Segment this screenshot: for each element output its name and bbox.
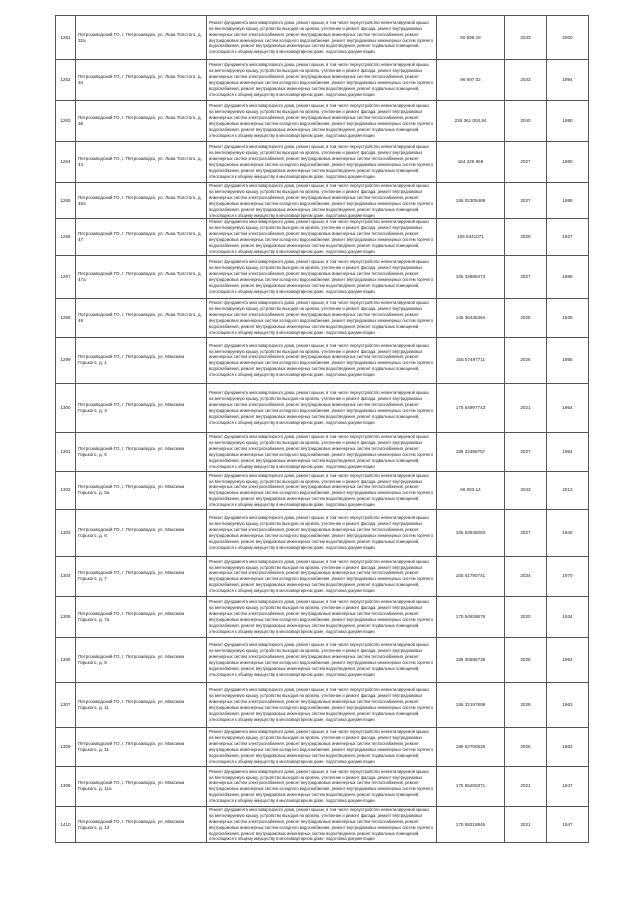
table-row — [56, 183, 589, 219]
address-cell: Петрозаводский ГО, г. Петрозаводск, ул. Максима Горького, д. 1 — [76, 337, 207, 383]
planned-year-cell: 2029 — [505, 682, 547, 727]
table-row — [56, 637, 589, 682]
cost-cell: 155 32197699 — [437, 682, 505, 727]
table-row — [56, 60, 589, 101]
build-year-cell: 1934 — [547, 596, 589, 637]
row-number: 1305 — [56, 596, 76, 637]
address-cell: Петрозаводский ГО, г. Петрозаводск, ул. Льва Толстого, д. 43 — [76, 142, 207, 183]
table-row — [56, 16, 589, 60]
table-row — [56, 471, 589, 509]
address-cell: Петрозаводский ГО, г. Петрозаводск, ул. Максима Горького, д. 11 — [76, 727, 207, 766]
row-number: 1265 — [56, 183, 76, 219]
table-row — [56, 432, 589, 471]
table-row — [56, 682, 589, 727]
works-list-cell: Ремонт фундамента многоквартирного дома, ремонт крыши, в том числе переустройство невентилируемой крыши на вентилируемую крышу, устройство выходов на кровлю, утепление и ремонт фасада, ремонт внутридомовых инженерных систем электроснабжения, ремонт внутридомовых инженерных систем теплоснабжения, ремонт внутридомовых инженерных систем холодного водоснабжения, ремонт внутридомовых инженерных систем горячего водоснабжения, ремонт внутридомовых инженерных систем водоотведения, ремонт подвальных помещений, относящихся к общему имуществу в многоквартирном доме, подготовка документации — [207, 596, 437, 637]
row-number: 1299 — [56, 337, 76, 383]
planned-year-cell: 2021 — [505, 766, 547, 806]
works-list-cell: Ремонт фундамента многоквартирного дома, ремонт крыши, в том числе переустройство невентилируемой крыши на вентилируемую крышу, устройство выходов на кровлю, утепление и ремонт фасада, ремонт внутридомовых инженерных систем электроснабжения, ремонт внутридомовых инженерных систем теплоснабжения, ремонт внутридомовых инженерных систем холодного водоснабжения, ремонт внутридомовых инженерных систем горячего водоснабжения, ремонт внутридомовых инженерных систем водоотведения, ремонт подвальных помещений, относящихся к общему имуществу в многоквартирном доме, подготовка документации — [207, 337, 437, 383]
row-number: 1303 — [56, 509, 76, 556]
table-row — [56, 101, 589, 142]
row-number: 1268 — [56, 298, 76, 337]
works-list-cell: Ремонт фундамента многоквартирного дома, ремонт крыши, в том числе переустройство невентилируемой крыши на вентилируемую крышу, устройство выходов на кровлю, утепление и ремонт фасада, ремонт внутридомовых инженерных систем электроснабжения, ремонт внутридомовых инженерных систем теплоснабжения, ремонт внутридомовых инженерных систем холодного водоснабжения, ремонт внутридомовых инженерных систем горячего водоснабжения, ремонт внутридомовых инженерных систем водоотведения, ремонт подвальных помещений, относящихся к общему имуществу в многоквартирном доме, подготовка документации — [207, 383, 437, 432]
planned-year-cell: 2020 — [505, 596, 547, 637]
table-row — [56, 556, 589, 596]
planned-year-cell: 2027 — [505, 432, 547, 471]
cost-cell: 155 57497711 — [437, 337, 505, 383]
works-list-cell: Ремонт фундамента многоквартирного дома, ремонт крыши, в том числе переустройство невентилируемой крыши на вентилируемую крышу, устройство выходов на кровлю, утепление и ремонт фасада, ремонт внутридомовых инженерных систем электроснабжения, ремонт внутридомовых инженерных систем теплоснабжения, ремонт внутридомовых инженерных систем холодного водоснабжения, ремонт внутридомовых инженерных систем горячего водоснабжения, ремонт внутридомовых инженерных систем водоотведения, ремонт подвальных помещений, относящихся к общему имуществу в многоквартирном доме, подготовка документации — [207, 682, 437, 727]
build-year-cell: 1940 — [547, 509, 589, 556]
works-list-cell: Ремонт фундамента многоквартирного дома, ремонт крыши, в том числе переустройство невентилируемой крыши на вентилируемую крышу, устройство выходов на кровлю, утепление и ремонт фасада, ремонт внутридомовых инженерных систем электроснабжения, ремонт внутридомовых инженерных систем теплоснабжения, ремонт внутридомовых инженерных систем холодного водоснабжения, ремонт внутридомовых инженерных систем горячего водоснабжения, ремонт внутридомовых инженерных систем водоотведения, ремонт подвальных помещений, относящихся к общему имуществу в многоквартирном доме, подготовка документации — [207, 471, 437, 509]
row-number: 1306 — [56, 637, 76, 682]
works-list-cell: Ремонт фундамента многоквартирного дома, ремонт крыши, в том числе переустройство невентилируемой крыши на вентилируемую крышу, устройство выходов на кровлю, утепление и ремонт фасада, ремонт внутридомовых инженерных систем электроснабжения, ремонт внутридомовых инженерных систем теплоснабжения, ремонт внутридомовых инженерных систем холодного водоснабжения, ремонт внутридомовых инженерных систем горячего водоснабжения, ремонт внутридомовых инженерных систем водоотведения, ремонт подвальных помещений, относящихся к общему имуществу в многоквартирном доме, подготовка документации — [207, 727, 437, 766]
cost-cell: 155 53636093 — [437, 509, 505, 556]
table-body — [56, 16, 589, 843]
planned-year-cell: 2021 — [505, 806, 547, 842]
cost-cell: 155 35886738 — [437, 637, 505, 682]
build-year-cell: 1947 — [547, 766, 589, 806]
build-year-cell: 1980 — [547, 101, 589, 142]
address-cell: Петрозаводский ГО, г. Петрозаводск, ул. Максима Горького, д. 7 — [76, 556, 207, 596]
address-cell: Петрозаводский ГО, г. Петрозаводск, ул. Льва Толстого, д. 38 — [76, 101, 207, 142]
works-list-cell: Ремонт фундамента многоквартирного дома, ремонт крыши, в том числе переустройство невентилируемой крыши на вентилируемую крышу, устройство выходов на кровлю, утепление и ремонт фасада, ремонт внутридомовых инженерных систем электроснабжения, ремонт внутридомовых инженерных систем теплоснабжения, ремонт внутридомовых инженерных систем холодного водоснабжения, ремонт внутридомовых инженерных систем горячего водоснабжения, ремонт внутридомовых инженерных систем водоотведения, ремонт подвальных помещений, относящихся к общему имуществу в многоквартирном доме, подготовка документации — [207, 637, 437, 682]
cost-cell: 66 063,14 — [437, 471, 505, 509]
planned-year-cell: 2043 — [505, 16, 547, 60]
table-row — [56, 596, 589, 637]
capital-repair-table — [55, 15, 589, 843]
address-cell: Петрозаводский ГО, г. Петрозаводск, ул. Льва Толстого, д. 47 — [76, 219, 207, 255]
table-row — [56, 766, 589, 806]
address-cell: Петрозаводский ГО, г. Петрозаводск, ул. Максима Горького, д. 7а — [76, 596, 207, 637]
table-row — [56, 142, 589, 183]
cost-cell: 155 33886473 — [437, 255, 505, 298]
planned-year-cell: 2026 — [505, 219, 547, 255]
cost-cell: 175 58218845 — [437, 806, 505, 842]
table-row — [56, 509, 589, 556]
works-list-cell: Ремонт фундамента многоквартирного дома, ремонт крыши, в том числе переустройство невентилируемой крыши на вентилируемую крышу, устройство выходов на кровлю, утепление и ремонт фасада, ремонт внутридомовых инженерных систем электроснабжения, ремонт внутридомовых инженерных систем теплоснабжения, ремонт внутридомовых инженерных систем холодного водоснабжения, ремонт внутридомовых инженерных систем горячего водоснабжения, ремонт внутридомовых инженерных систем водоотведения, ремонт подвальных помещений, относящихся к общему имуществу в многоквартирном доме, подготовка документации — [207, 16, 437, 60]
build-year-cell: 1985 — [547, 183, 589, 219]
works-list-cell: Ремонт фундамента многоквартирного дома, ремонт крыши, в том числе переустройство невентилируемой крыши на вентилируемую крышу, устройство выходов на кровлю, утепление и ремонт фасада, ремонт внутридомовых инженерных систем электроснабжения, ремонт внутридомовых инженерных систем теплоснабжения, ремонт внутридомовых инженерных систем холодного водоснабжения, ремонт внутридомовых инженерных систем горячего водоснабжения, ремонт внутридомовых инженерных систем водоотведения, ремонт подвальных помещений, относящихся к общему имуществу в многоквартирном доме, подготовка документации — [207, 183, 437, 219]
cost-cell: 175 54628679 — [437, 596, 505, 637]
cost-cell: 60 598,18 — [437, 16, 505, 60]
works-list-cell: Ремонт фундамента многоквартирного дома, ремонт крыши, в том числе переустройство невентилируемой крыши на вентилируемую крышу, устройство выходов на кровлю, утепление и ремонт фасада, ремонт внутридомовых инженерных систем электроснабжения, ремонт внутридомовых инженерных систем теплоснабжения, ремонт внутридомовых инженерных систем холодного водоснабжения, ремонт внутридомовых инженерных систем горячего водоснабжения, ремонт внутридомовых инженерных систем водоотведения, ремонт подвальных помещений, относящихся к общему имуществу в многоквартирном доме, подготовка документации — [207, 255, 437, 298]
row-number: 1266 — [56, 219, 76, 255]
works-list-cell: Ремонт фундамента многоквартирного дома, ремонт крыши, в том числе переустройство невентилируемой крыши на вентилируемую крышу, устройство выходов на кровлю, утепление и ремонт фасада, ремонт внутридомовых инженерных систем электроснабжения, ремонт внутридомовых инженерных систем теплоснабжения, ремонт внутридомовых инженерных систем холодного водоснабжения, ремонт внутридомовых инженерных систем горячего водоснабжения, ремонт внутридомовых инженерных систем водоотведения, ремонт подвальных помещений, относящихся к общему имуществу в многоквартирном доме, подготовка документации — [207, 101, 437, 142]
cost-cell: 96 697,02 — [437, 60, 505, 101]
address-cell: Петрозаводский ГО, г. Петрозаводск, ул. Максима Горького, д. 8 — [76, 637, 207, 682]
planned-year-cell: 2034 — [505, 556, 547, 596]
row-number: 1267 — [56, 255, 76, 298]
cost-cell: 105 6441071 — [437, 219, 505, 255]
planned-year-cell: 2026 — [505, 637, 547, 682]
address-cell: Петрозаводский ГО, г. Петрозаводск, ул. Льва Толстого, д. 45а — [76, 183, 207, 219]
table-row — [56, 727, 589, 766]
build-year-cell: 1982 — [547, 637, 589, 682]
address-cell: Петрозаводский ГО, г. Петрозаводск, ул. Максима Горького, д. 13 — [76, 806, 207, 842]
row-number: 1262 — [56, 60, 76, 101]
table-row — [56, 806, 589, 842]
address-cell: Петрозаводский ГО, г. Петрозаводск, ул. Максима Горького, д. 3 — [76, 383, 207, 432]
works-list-cell: Ремонт фундамента многоквартирного дома, ремонт крыши, в том числе переустройство невентилируемой крыши на вентилируемую крышу, устройство выходов на кровлю, утепление и ремонт фасада, ремонт внутридомовых инженерных систем электроснабжения, ремонт внутридомовых инженерных систем теплоснабжения, ремонт внутридомовых инженерных систем холодного водоснабжения, ремонт внутридомовых инженерных систем горячего водоснабжения, ремонт внутридомовых инженерных систем водоотведения, ремонт подвальных помещений, относящихся к общему имуществу в многоквартирном доме, подготовка документации — [207, 298, 437, 337]
row-number: 1261 — [56, 16, 76, 60]
planned-year-cell: 2026 — [505, 337, 547, 383]
planned-year-cell: 2026 — [505, 727, 547, 766]
address-cell: Петрозаводский ГО, г. Петрозаводск, ул. Максима Горького, д. 5а — [76, 471, 207, 509]
build-year-cell: 1964 — [547, 432, 589, 471]
cost-cell: 164 326 869 — [437, 142, 505, 183]
planned-year-cell: 2027 — [505, 255, 547, 298]
build-year-cell: 1970 — [547, 556, 589, 596]
build-year-cell: 1935 — [547, 298, 589, 337]
planned-year-cell: 2021 — [505, 383, 547, 432]
row-number: 1302 — [56, 471, 76, 509]
table-row — [56, 219, 589, 255]
address-cell: Петрозаводский ГО, г. Петрозаводск, ул. Максима Горького, д. 5 — [76, 432, 207, 471]
planned-year-cell: 2027 — [505, 142, 547, 183]
works-list-cell: Ремонт фундамента многоквартирного дома, ремонт крыши, в том числе переустройство невентилируемой крыши на вентилируемую крышу, устройство выходов на кровлю, утепление и ремонт фасада, ремонт внутридомовых инженерных систем электроснабжения, ремонт внутридомовых инженерных систем теплоснабжения, ремонт внутридомовых инженерных систем холодного водоснабжения, ремонт внутридомовых инженерных систем горячего водоснабжения, ремонт внутридомовых инженерных систем водоотведения, ремонт подвальных помещений, относящихся к общему имуществу в многоквартирном доме, подготовка документации — [207, 142, 437, 183]
cost-cell: 155 33398757 — [437, 432, 505, 471]
cost-cell: 185 53700526 — [437, 727, 505, 766]
planned-year-cell: 2043 — [505, 60, 547, 101]
cost-cell: 175 54997743 — [437, 383, 505, 432]
row-number: 1307 — [56, 682, 76, 727]
works-list-cell: Ремонт фундамента многоквартирного дома, ремонт крыши, в том числе переустройство невентилируемой крыши на вентилируемую крышу, устройство выходов на кровлю, утепление и ремонт фасада, ремонт внутридомовых инженерных систем электроснабжения, ремонт внутридомовых инженерных систем теплоснабжения, ремонт внутридомовых инженерных систем холодного водоснабжения, ремонт внутридомовых инженерных систем горячего водоснабжения, ремонт внутридомовых инженерных систем водоотведения, ремонт подвальных помещений, относящихся к общему имуществу в многоквартирном доме, подготовка документации — [207, 766, 437, 806]
row-number: 1304 — [56, 556, 76, 596]
cost-cell: 226 361 004,84 — [437, 101, 505, 142]
planned-year-cell: 2027 — [505, 183, 547, 219]
address-cell: Петрозаводский ГО, г. Петрозаводск, ул. Максима Горького, д. 11 — [76, 682, 207, 727]
works-list-cell: Ремонт фундамента многоквартирного дома, ремонт крыши, в том числе переустройство невентилируемой крыши на вентилируемую крышу, устройство выходов на кровлю, утепление и ремонт фасада, ремонт внутридомовых инженерных систем электроснабжения, ремонт внутридомовых инженерных систем теплоснабжения, ремонт внутридомовых инженерных систем холодного водоснабжения, ремонт внутридомовых инженерных систем горячего водоснабжения, ремонт внутридомовых инженерных систем водоотведения, ремонт подвальных помещений, относящихся к общему имуществу в многоквартирном доме, подготовка документации — [207, 219, 437, 255]
address-cell: Петрозаводский ГО, г. Петрозаводск, ул. Максима Горького, д. 6 — [76, 509, 207, 556]
works-list-cell: Ремонт фундамента многоквартирного дома, ремонт крыши, в том числе переустройство невентилируемой крыши на вентилируемую крышу, устройство выходов на кровлю, утепление и ремонт фасада, ремонт внутридомовых инженерных систем электроснабжения, ремонт внутридомовых инженерных систем теплоснабжения, ремонт внутридомовых инженерных систем холодного водоснабжения, ремонт внутридомовых инженерных систем горячего водоснабжения, ремонт внутридомовых инженерных систем водоотведения, ремонт подвальных помещений, относящихся к общему имуществу в многоквартирном доме, подготовка документации — [207, 509, 437, 556]
row-number: 1301 — [56, 432, 76, 471]
address-cell: Петрозаводский ГО, г. Петрозаводск, ул. Льва Толстого, д. 34 — [76, 60, 207, 101]
build-year-cell: 1955 — [547, 337, 589, 383]
row-number: 1264 — [56, 142, 76, 183]
build-year-cell: 1980 — [547, 142, 589, 183]
table-row — [56, 255, 589, 298]
build-year-cell: 1963 — [547, 682, 589, 727]
build-year-cell: 1994 — [547, 60, 589, 101]
works-list-cell: Ремонт фундамента многоквартирного дома, ремонт крыши, в том числе переустройство невентилируемой крыши на вентилируемую крышу, устройство выходов на кровлю, утепление и ремонт фасада, ремонт внутридомовых инженерных систем электроснабжения, ремонт внутридомовых инженерных систем теплоснабжения, ремонт внутридомовых инженерных систем холодного водоснабжения, ремонт внутридомовых инженерных систем горячего водоснабжения, ремонт внутридомовых инженерных систем водоотведения, ремонт подвальных помещений, относящихся к общему имуществу в многоквартирном доме, подготовка документации — [207, 806, 437, 842]
build-year-cell: 2000 — [547, 16, 589, 60]
address-cell: Петрозаводский ГО, г. Петрозаводск, ул. Максима Горького, д. 11а — [76, 766, 207, 806]
works-list-cell: Ремонт фундамента многоквартирного дома, ремонт крыши, в том числе переустройство невентилируемой крыши на вентилируемую крышу, устройство выходов на кровлю, утепление и ремонт фасада, ремонт внутридомовых инженерных систем электроснабжения, ремонт внутридомовых инженерных систем теплоснабжения, ремонт внутридомовых инженерных систем холодного водоснабжения, ремонт внутридомовых инженерных систем горячего водоснабжения, ремонт внутридомовых инженерных систем водоотведения, ремонт подвальных помещений, относящихся к общему имуществу в многоквартирном доме, подготовка документации — [207, 556, 437, 596]
planned-year-cell: 2025 — [505, 298, 547, 337]
row-number: 1300 — [56, 383, 76, 432]
build-year-cell: 1989 — [547, 255, 589, 298]
works-list-cell: Ремонт фундамента многоквартирного дома, ремонт крыши, в том числе переустройство невентилируемой крыши на вентилируемую крышу, устройство выходов на кровлю, утепление и ремонт фасада, ремонт внутридомовых инженерных систем электроснабжения, ремонт внутридомовых инженерных систем теплоснабжения, ремонт внутридомовых инженерных систем холодного водоснабжения, ремонт внутридомовых инженерных систем горячего водоснабжения, ремонт внутридомовых инженерных систем водоотведения, ремонт подвальных помещений, относящихся к общему имуществу в многоквартирном доме, подготовка документации — [207, 432, 437, 471]
address-cell: Петрозаводский ГО, г. Петрозаводск, ул. Льва Толстого, д. 32а — [76, 16, 207, 60]
build-year-cell: 1927 — [547, 219, 589, 255]
build-year-cell: 1964 — [547, 383, 589, 432]
row-number: 1410 — [56, 806, 76, 842]
planned-year-cell: 2043 — [505, 471, 547, 509]
cost-cell: 155 02305489 — [437, 183, 505, 219]
cost-cell: 155 51790741 — [437, 556, 505, 596]
planned-year-cell: 2040 — [505, 101, 547, 142]
row-number: 1309 — [56, 766, 76, 806]
works-list-cell: Ремонт фундамента многоквартирного дома, ремонт крыши, в том числе переустройство невентилируемой крыши на вентилируемую крышу, устройство выходов на кровлю, утепление и ремонт фасада, ремонт внутридомовых инженерных систем электроснабжения, ремонт внутридомовых инженерных систем теплоснабжения, ремонт внутридомовых инженерных систем холодного водоснабжения, ремонт внутридомовых инженерных систем горячего водоснабжения, ремонт внутридомовых инженерных систем водоотведения, ремонт подвальных помещений, относящихся к общему имуществу в многоквартирном доме, подготовка документации — [207, 60, 437, 101]
planned-year-cell: 2027 — [505, 509, 547, 556]
table-row — [56, 298, 589, 337]
build-year-cell: 1962 — [547, 727, 589, 766]
address-cell: Петрозаводский ГО, г. Петрозаводск, ул. Льва Толстого, д. 49 — [76, 298, 207, 337]
table-row — [56, 337, 589, 383]
row-number: 1263 — [56, 101, 76, 142]
build-year-cell: 1947 — [547, 806, 589, 842]
row-number: 1308 — [56, 727, 76, 766]
cost-cell: 175 55260371 — [437, 766, 505, 806]
table-row — [56, 383, 589, 432]
cost-cell: 145 36435464 — [437, 298, 505, 337]
build-year-cell: 2012 — [547, 471, 589, 509]
address-cell: Петрозаводский ГО, г. Петрозаводск, ул. Льва Толстого, д. 47а — [76, 255, 207, 298]
